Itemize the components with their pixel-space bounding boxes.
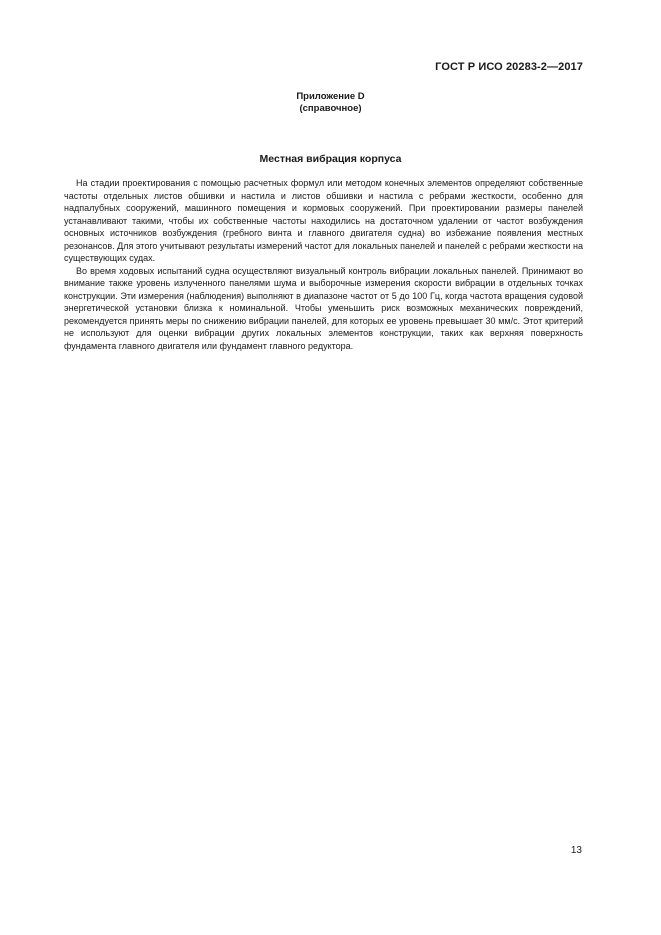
section-title: Местная вибрация корпуса xyxy=(259,153,402,165)
page-number: 13 xyxy=(570,845,582,856)
annex-title: Приложение D xyxy=(296,91,365,102)
annex-heading xyxy=(0,91,661,115)
paragraph: Во время ходовых испытаний судна осуществляют визуальный контроль вибрации локальных панелей. Принимают во внимание также уровень излученного панелями шума и выборочные измерения скорости вибрации в отдельных точках конструкции. Эти измерения (наблюдения) выполняют в диапазоне частот от 5 до 100 Гц, когда частота вращения судовой энергетической установки близка к номинальной. Чтобы уменьшить риск возможных механических повреждений, рекомендуется принять меры по снижению вибрации панелей, для которых ее уровень превышает 30 мм/с. Этот критерий не используют для оценки вибрации других локальных элементов конструкции, таких как верхняя поверхность фундамента главного двигателя или фундамент главного редуктора. xyxy=(64,265,583,351)
body-text xyxy=(64,177,583,352)
annex-subtitle: (справочное) xyxy=(299,103,362,114)
document-code: ГОСТ Р ИСО 20283-2—2017 xyxy=(435,61,583,73)
paragraph: На стадии проектирования с помощью расчетных формул или методом конечных элементов определяют собственные частоты отдельных листов обшивки и настила и листов обшивки и настила с ребрами жесткости, особенно для надпалубных сооружений, машинного помещения и кормовых сооружений. При проектировании размеры панелей устанавливают такими, чтобы их собственные частоты находились на достаточном удалении от частот возбуждения основных источников возбуждения (гребного винта и главного двигателя судна) во избежание появления местных резонансов. Для этого учитывают результаты измерений частот для локальных панелей и панелей с ребрами жесткости на существующих судах. xyxy=(64,178,583,263)
